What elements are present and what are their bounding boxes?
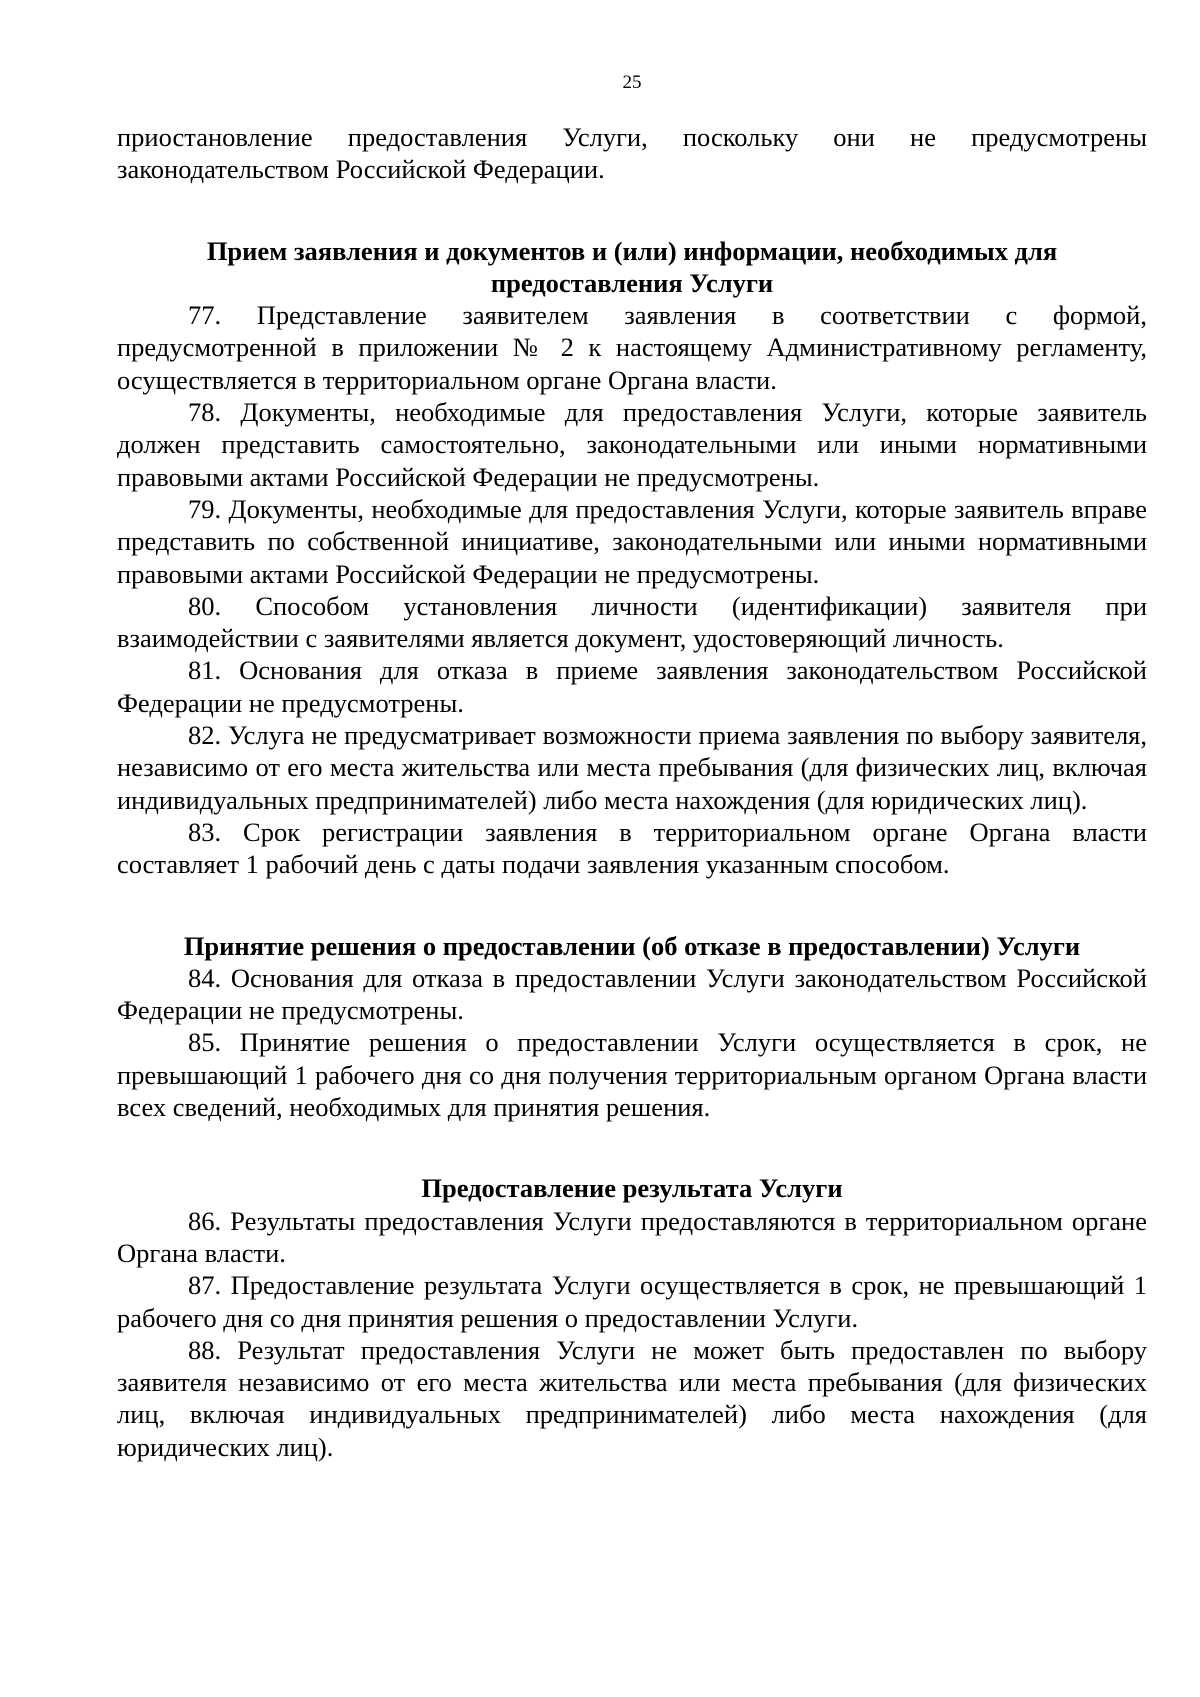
- intro-paragraph: приостановление предоставления Услуги, поскольку они не предусмотрены законодательством Российской Федерации.: [117, 122, 1147, 185]
- paragraph-81: 81. Основания для отказа в приеме заявления законодательством Российской Федерации не предусмотрены.: [117, 655, 1147, 718]
- paragraph-79: 79. Документы, необходимые для предоставления Услуги, которые заявитель вправе представить по собственной инициативе, законодательными или иными нормативными правовыми актами Российской Федерации не предусмотрены.: [117, 493, 1147, 589]
- paragraph-80: 80. Способом установления личности (идентификации) заявителя при взаимодействии с заявителями является документ, удостоверяющий личность.: [117, 590, 1147, 654]
- section-heading-result: Предоставление результата Услуги: [421, 1173, 843, 1204]
- paragraph-86: 86. Результаты предоставления Услуги предоставляются в территориальном органе Органа власти.: [117, 1205, 1147, 1268]
- page-number: 25: [622, 72, 642, 93]
- paragraph-77: 77. Представление заявителем заявления в соответствии с формой, предусмотренной в приложении № 2 к настоящему Административному регламенту, осуществляется в территориальном органе Органа власти.: [117, 300, 1147, 395]
- paragraph-82: 82. Услуга не предусматривает возможности приема заявления по выбору заявителя, независимо от его места жительства или места пребывания (для физических лиц, включая индивидуальных предпринимателей) либо места нахождения (для юридических лиц).: [117, 720, 1147, 815]
- document-page: [117, 0, 1147, 1697]
- paragraph-84: 84. Основания для отказа в предоставлении Услуги законодательством Российской Федерации не предусмотрены.: [117, 962, 1147, 1026]
- paragraph-88: 88. Результат предоставления Услуги не может быть предоставлен по выбору заявителя независимо от его места жительства или места пребывания (для физических лиц, включая индивидуальных предпринимателей) либо места нахождения (для юридических лиц).: [117, 1334, 1147, 1462]
- document-body: [117, 121, 1147, 1463]
- paragraph-83: 83. Срок регистрации заявления в территориальном органе Органа власти составляет 1 рабочий день с даты подачи заявления указанным способом.: [117, 816, 1147, 880]
- section-heading-decision: Принятие решения о предоставлении (об отказе в предоставлении) Услуги: [183, 930, 1081, 961]
- paragraph-87: 87. Предоставление результата Услуги осуществляется в срок, не превышающий 1 рабочего дня со дня принятия решения о предоставлении Услуги.: [117, 1270, 1147, 1333]
- paragraph-78: 78. Документы, необходимые для предоставления Услуги, которые заявитель должен представить самостоятельно, законодательными или иными нормативными правовыми актами Российской Федерации не предусмотрены.: [117, 397, 1147, 492]
- paragraph-85: 85. Принятие решения о предоставлении Услуги осуществляется в срок, не превышающий 1 рабочего дня со дня получения территориальным органом Органа власти всех сведений, необходимых для принятия решения.: [117, 1027, 1147, 1123]
- section-heading-application-intake: Прием заявления и документов и (или) информации, необходимых для предоставления Услуги: [206, 235, 1058, 298]
